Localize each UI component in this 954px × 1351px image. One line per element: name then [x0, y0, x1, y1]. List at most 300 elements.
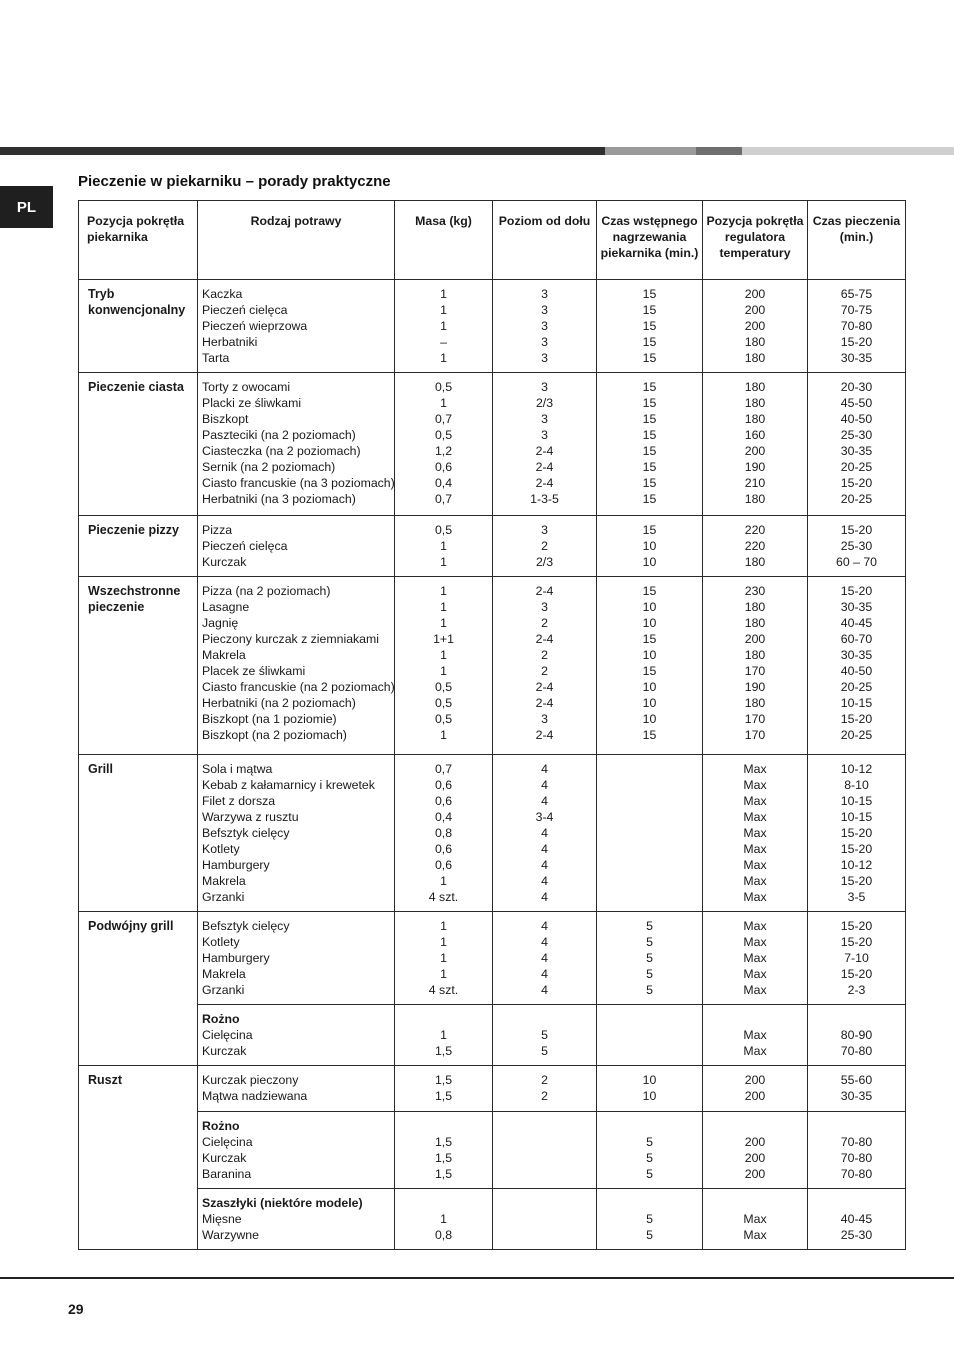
time-value: 15-20 [840, 712, 873, 726]
preheat-value: 10 [642, 600, 657, 614]
time-value: 10-12 [840, 858, 873, 872]
mass-cell [395, 1112, 493, 1189]
time-value: 45-50 [840, 396, 873, 410]
mass-value: 1 [440, 1028, 447, 1042]
level-value: 3 [541, 712, 548, 726]
time-value: 40-50 [840, 412, 873, 426]
level-cell [493, 577, 597, 755]
dish-name: Mięsne [202, 1212, 242, 1226]
header-bar-dark [0, 147, 605, 155]
time-value: 70-80 [840, 1167, 873, 1181]
preheat-cell [597, 1066, 703, 1112]
temp-value: 180 [744, 396, 766, 410]
table-row [79, 755, 906, 912]
mode-cell: Ruszt [79, 1066, 198, 1250]
table-row [79, 912, 906, 1005]
level-value: 2/3 [535, 396, 554, 410]
mode-cell: Grill [79, 755, 198, 912]
table-header-row [79, 201, 906, 280]
dish-name: Ciasto francuskie (na 2 poziomach) [202, 680, 395, 694]
dish-cell [198, 912, 395, 1005]
preheat-value: 10 [642, 555, 657, 569]
mass-value: 1 [440, 616, 447, 630]
preheat-value: 15 [642, 351, 657, 365]
preheat-value: 15 [642, 444, 657, 458]
mass-value: 1 [440, 919, 447, 933]
level-value: 3 [541, 412, 548, 426]
preheat-value: 5 [646, 1228, 653, 1242]
mass-value: 1 [440, 303, 447, 317]
temp-value: Max [743, 1028, 767, 1042]
dish-name: Sernik (na 2 poziomach) [202, 460, 336, 474]
temp-value: Max [743, 826, 767, 840]
time-cell [808, 912, 906, 1005]
dish-name: Hamburgery [202, 951, 270, 965]
mass-cell [395, 577, 493, 755]
language-tab: PL [0, 186, 53, 228]
table-row [79, 373, 906, 516]
level-cell [493, 1066, 597, 1112]
temp-value: 200 [744, 319, 766, 333]
table-row [79, 516, 906, 577]
time-value: 15-20 [840, 842, 873, 856]
temp-value: Max [743, 858, 767, 872]
mass-value: 1,5 [434, 1167, 453, 1181]
level-value: 4 [541, 967, 548, 981]
level-value: 3 [541, 600, 548, 614]
time-cell [808, 1066, 906, 1112]
mass-value: 0,5 [434, 712, 453, 726]
dish-cell [198, 1112, 395, 1189]
mass-value: 0,6 [434, 794, 453, 808]
time-value: 20-25 [840, 728, 873, 742]
mode-cell: Tryb konwencjonalny [79, 280, 198, 373]
time-value: 80-90 [840, 1028, 873, 1042]
level-cell [493, 1189, 597, 1250]
header-temp: Pozycja pokrętła regulatora temperatury [703, 201, 808, 280]
dish-name: Herbatniki [202, 335, 258, 349]
time-value: 15-20 [840, 874, 873, 888]
level-value: 3 [541, 287, 548, 301]
dish-name: Warzywa z rusztu [202, 810, 299, 824]
level-value: 4 [541, 890, 548, 904]
temp-cell [703, 1112, 808, 1189]
mass-value: 0,7 [434, 412, 453, 426]
temp-value: 200 [744, 1089, 766, 1103]
level-value: 2-4 [535, 696, 554, 710]
mass-value: 1 [440, 664, 447, 678]
header-bar-gray [605, 147, 696, 155]
time-value: 3-5 [847, 890, 866, 904]
mass-value: 1 [440, 600, 447, 614]
level-cell [493, 1112, 597, 1189]
time-value: 8-10 [844, 778, 869, 792]
dish-name: Pizza [202, 523, 233, 537]
mass-cell [395, 912, 493, 1005]
time-value: 10-15 [840, 696, 873, 710]
temp-cell [703, 912, 808, 1005]
dish-name: Grzanki [202, 890, 245, 904]
time-value: 15-20 [840, 584, 873, 598]
temp-value: 180 [744, 648, 766, 662]
mass-cell [395, 373, 493, 516]
dish-name: Placek ze śliwkami [202, 664, 306, 678]
dish-name: Herbatniki (na 3 poziomach) [202, 492, 356, 506]
header-bar-light [742, 147, 954, 155]
temp-value: Max [743, 935, 767, 949]
mass-value: 1 [440, 287, 447, 301]
preheat-value: 10 [642, 539, 657, 553]
level-value: 3 [541, 380, 548, 394]
level-value: 2-4 [535, 632, 554, 646]
mass-value: 1,5 [434, 1135, 453, 1149]
dish-name: Placki ze śliwkami [202, 396, 302, 410]
temp-value: 180 [744, 351, 766, 365]
dish-name: Pieczeń cielęca [202, 539, 288, 553]
mode-cell: Pieczenie ciasta [79, 373, 198, 516]
temp-value: Max [743, 778, 767, 792]
mass-value: 1 [440, 396, 447, 410]
time-value: 30-35 [840, 600, 873, 614]
time-cell [808, 280, 906, 373]
level-value: 2/3 [535, 555, 554, 569]
time-value: 55-60 [840, 1073, 873, 1087]
level-value: 5 [541, 1044, 548, 1058]
dish-name: Befsztyk cielęcy [202, 826, 290, 840]
temp-value: Max [743, 951, 767, 965]
preheat-value: 10 [642, 1089, 657, 1103]
mass-value: 0,4 [434, 810, 453, 824]
level-value: 2-4 [535, 444, 554, 458]
level-value: 4 [541, 826, 548, 840]
dish-cell [198, 755, 395, 912]
temp-value: Max [743, 983, 767, 997]
preheat-value: 5 [646, 919, 653, 933]
time-value: 7-10 [844, 951, 869, 965]
preheat-value: 5 [646, 935, 653, 949]
level-cell [493, 373, 597, 516]
mass-cell [395, 1005, 493, 1066]
dish-name: Pizza (na 2 poziomach) [202, 584, 331, 598]
temp-value: 190 [744, 680, 766, 694]
dish-cell [198, 516, 395, 577]
dish-name: Kebab z kałamarnicy i krewetek [202, 778, 375, 792]
preheat-value: 10 [642, 696, 657, 710]
preheat-cell [597, 1112, 703, 1189]
header-level: Poziom od dołu [493, 201, 597, 280]
table-row [79, 1066, 906, 1112]
temp-value: 180 [744, 412, 766, 426]
preheat-value: 10 [642, 1073, 657, 1087]
mode-cell: Wszechstronne pieczenie [79, 577, 198, 755]
level-value: 2 [541, 1073, 548, 1087]
preheat-value: 5 [646, 951, 653, 965]
dish-name: Mątwa nadziewana [202, 1089, 308, 1103]
preheat-cell [597, 755, 703, 912]
mass-value: 1 [440, 1212, 447, 1226]
level-cell [493, 755, 597, 912]
preheat-value: 15 [642, 728, 657, 742]
preheat-value: 15 [642, 476, 657, 490]
dish-name: Tarta [202, 351, 230, 365]
level-cell [493, 516, 597, 577]
temp-value: 170 [744, 664, 766, 678]
mass-value: 0,6 [434, 842, 453, 856]
mass-value: 0,8 [434, 826, 453, 840]
level-value: 4 [541, 842, 548, 856]
mass-value: 4 szt. [428, 983, 459, 997]
dish-cell [198, 577, 395, 755]
subsection-label: Rożno [202, 1119, 240, 1133]
preheat-value: 15 [642, 319, 657, 333]
temp-value: Max [743, 1044, 767, 1058]
mass-value: 0,5 [434, 680, 453, 694]
preheat-value: 15 [642, 523, 657, 537]
time-cell [808, 1112, 906, 1189]
preheat-value: 15 [642, 492, 657, 506]
preheat-value: 15 [642, 632, 657, 646]
time-value: 25-30 [840, 1228, 873, 1242]
preheat-value: 15 [642, 412, 657, 426]
time-value: 15-20 [840, 335, 873, 349]
temp-cell [703, 280, 808, 373]
mass-value: 0,5 [434, 523, 453, 537]
time-value: 20-30 [840, 380, 873, 394]
temp-value: 170 [744, 728, 766, 742]
time-value: 40-45 [840, 1212, 873, 1226]
temp-value: 200 [744, 1073, 766, 1087]
mass-value: 1 [440, 967, 447, 981]
level-value: 2-4 [535, 680, 554, 694]
header-preheat: Czas wstępnego nagrzewania piekarnika (min.) [597, 201, 703, 280]
level-value: 4 [541, 919, 548, 933]
temp-value: 200 [744, 303, 766, 317]
mass-cell [395, 1189, 493, 1250]
time-cell [808, 516, 906, 577]
dish-name: Kurczak [202, 1044, 247, 1058]
dish-name: Pieczeń wieprzowa [202, 319, 308, 333]
page-number: 29 [68, 1301, 84, 1317]
level-value: 3 [541, 428, 548, 442]
mass-value: 1 [440, 539, 447, 553]
preheat-cell [597, 577, 703, 755]
dish-name: Grzanki [202, 983, 245, 997]
preheat-value: 5 [646, 1151, 653, 1165]
mass-cell [395, 516, 493, 577]
mass-value: 0,5 [434, 696, 453, 710]
dish-name: Kotlety [202, 842, 240, 856]
preheat-cell [597, 1005, 703, 1066]
dish-name: Kurczak [202, 555, 247, 569]
dish-name: Biszkopt (na 1 poziomie) [202, 712, 337, 726]
level-value: 2-4 [535, 476, 554, 490]
temp-value: Max [743, 1228, 767, 1242]
preheat-value: 15 [642, 664, 657, 678]
level-value: 4 [541, 935, 548, 949]
preheat-value: 5 [646, 1135, 653, 1149]
mass-cell [395, 755, 493, 912]
mass-value: 0,6 [434, 460, 453, 474]
dish-name: Cielęcina [202, 1028, 253, 1042]
level-value: 2-4 [535, 728, 554, 742]
level-value: 3 [541, 523, 548, 537]
dish-name: Filet z dorsza [202, 794, 276, 808]
mass-value: 4 szt. [428, 890, 459, 904]
dish-name: Baranina [202, 1167, 252, 1181]
dish-name: Befsztyk cielęcy [202, 919, 290, 933]
temp-value: 180 [744, 616, 766, 630]
mass-cell [395, 280, 493, 373]
dish-name: Biszkopt (na 2 poziomach) [202, 728, 347, 742]
mass-value: 0,6 [434, 778, 453, 792]
dish-name: Kaczka [202, 287, 243, 301]
temp-value: 180 [744, 335, 766, 349]
temp-value: 200 [744, 1151, 766, 1165]
time-value: 10-12 [840, 762, 873, 776]
mass-value: 1 [440, 935, 447, 949]
mass-value: 1 [440, 648, 447, 662]
temp-value: 200 [744, 444, 766, 458]
time-value: 40-45 [840, 616, 873, 630]
dish-name: Makrela [202, 648, 246, 662]
mode-cell: Pieczenie pizzy [79, 516, 198, 577]
time-cell [808, 373, 906, 516]
time-value: 70-80 [840, 1044, 873, 1058]
preheat-value: 5 [646, 1212, 653, 1226]
time-value: 10-15 [840, 794, 873, 808]
level-value: 4 [541, 794, 548, 808]
preheat-cell [597, 280, 703, 373]
level-value: 2 [541, 648, 548, 662]
preheat-value: 15 [642, 396, 657, 410]
time-value: 15-20 [840, 967, 873, 981]
preheat-cell [597, 373, 703, 516]
time-value: 30-35 [840, 351, 873, 365]
table-row [79, 280, 906, 373]
time-value: 60 – 70 [835, 555, 878, 569]
temp-value: Max [743, 762, 767, 776]
page-title: Pieczenie w piekarniku – porady praktyczne [78, 173, 391, 190]
preheat-value: 5 [646, 1167, 653, 1181]
temp-value: 200 [744, 1167, 766, 1181]
level-value: 2 [541, 539, 548, 553]
time-value: 15-20 [840, 523, 873, 537]
table-row [79, 577, 906, 755]
table-row [79, 1189, 906, 1250]
dish-name: Herbatniki (na 2 poziomach) [202, 696, 356, 710]
temp-value: Max [743, 919, 767, 933]
level-value: 2 [541, 616, 548, 630]
time-value: 2-3 [847, 983, 866, 997]
preheat-cell [597, 516, 703, 577]
temp-value: Max [743, 810, 767, 824]
preheat-cell [597, 1189, 703, 1250]
temp-value: Max [743, 842, 767, 856]
mass-value: 1 [440, 874, 447, 888]
temp-value: 170 [744, 712, 766, 726]
time-value: 25-30 [840, 539, 873, 553]
time-value: 40-50 [840, 664, 873, 678]
mass-value: 0,4 [434, 476, 453, 490]
mass-value: 1 [440, 728, 447, 742]
mass-value: 1 [440, 584, 447, 598]
dish-name: Pieczeń cielęca [202, 303, 288, 317]
time-value: 30-35 [840, 1089, 873, 1103]
temp-value: Max [743, 967, 767, 981]
level-value: 3 [541, 319, 548, 333]
subsection-label: Szaszłyki (niektóre modele) [202, 1196, 363, 1210]
time-value: 15-20 [840, 476, 873, 490]
mass-value: 0,8 [434, 1228, 453, 1242]
temp-value: Max [743, 890, 767, 904]
time-value: 15-20 [840, 826, 873, 840]
preheat-value: 10 [642, 680, 657, 694]
time-cell [808, 1005, 906, 1066]
time-value: 30-35 [840, 648, 873, 662]
preheat-cell [597, 912, 703, 1005]
mass-cell [395, 1066, 493, 1112]
temp-cell [703, 1005, 808, 1066]
temp-value: Max [743, 1212, 767, 1226]
temp-value: 180 [744, 555, 766, 569]
temp-value: 180 [744, 696, 766, 710]
mass-value: 1,5 [434, 1073, 453, 1087]
mass-value: 1,5 [434, 1044, 453, 1058]
dish-name: Kurczak [202, 1151, 247, 1165]
time-cell [808, 577, 906, 755]
mass-value: 1,2 [434, 444, 453, 458]
preheat-value: 10 [642, 648, 657, 662]
level-value: 4 [541, 778, 548, 792]
cooking-table [78, 200, 906, 1250]
mass-value: 1 [440, 555, 447, 569]
mass-value: 1 [440, 951, 447, 965]
time-value: 20-25 [840, 460, 873, 474]
time-value: 20-25 [840, 492, 873, 506]
subsection-label: Rożno [202, 1012, 240, 1026]
level-value: 4 [541, 951, 548, 965]
dish-cell [198, 373, 395, 516]
preheat-value: 5 [646, 983, 653, 997]
level-value: 2 [541, 664, 548, 678]
level-value: 3 [541, 335, 548, 349]
temp-value: Max [743, 874, 767, 888]
preheat-value: 15 [642, 460, 657, 474]
dish-name: Jagnię [202, 616, 239, 630]
level-value: 2 [541, 1089, 548, 1103]
time-cell [808, 755, 906, 912]
time-value: 25-30 [840, 428, 873, 442]
temp-value: 210 [744, 476, 766, 490]
dish-name: Kurczak pieczony [202, 1073, 299, 1087]
temp-value: 180 [744, 600, 766, 614]
temp-value: Max [743, 794, 767, 808]
dish-name: Pieczony kurczak z ziemniakami [202, 632, 379, 646]
temp-cell [703, 755, 808, 912]
time-value: 70-80 [840, 319, 873, 333]
time-value: 10-15 [840, 810, 873, 824]
temp-value: 160 [744, 428, 766, 442]
time-value: 70-75 [840, 303, 873, 317]
mass-value: 0,7 [434, 492, 453, 506]
preheat-value: 15 [642, 287, 657, 301]
temp-cell [703, 516, 808, 577]
temp-value: 220 [744, 523, 766, 537]
preheat-value: 15 [642, 380, 657, 394]
mass-value: 1,5 [434, 1089, 453, 1103]
level-value: 2-4 [535, 460, 554, 474]
level-value: 4 [541, 858, 548, 872]
